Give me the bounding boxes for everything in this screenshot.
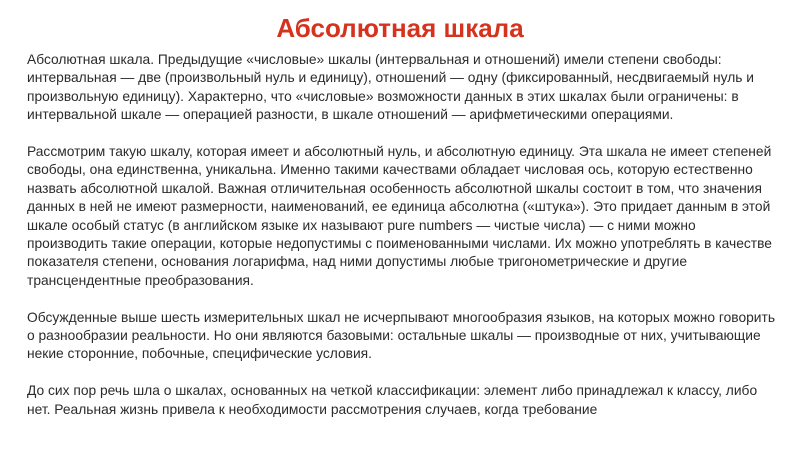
slide-body	[27, 51, 777, 437]
paragraph-fuzzy-classification: До сих пор речь шла о шкалах, основанных на четкой классификации: элемент либо принадлежал к классу, либо нет. Реальная жизнь привела к необходимости рассмотрения случаев, когда требование	[27, 383, 758, 417]
slide-title: Абсолютная шкала	[276, 13, 524, 43]
paragraph-base-scales: Обсужденные выше шесть измерительных шкал не исчерпывают многообразия языков, на которых можно говорить о разнообразии реальности. Но они являются базовыми: остальные шкалы — производные от них, учитывающие некие сторонние, побочные, специфические условия.	[27, 309, 776, 362]
paragraph-absolute-scale-properties: Рассмотрим такую шкалу, которая имеет и абсолютный нуль, и абсолютную единицу. Эта шкала не имеет степеней свободы, она единственна, уникальна. Именно такими качествами обладает числовая ось, которую естественно назвать абсолютной шкалой. Важная отличительная особенность абсолютной шкалы состоит в том, что значения данных в ней не имеют размерности, наименований, ее единица абсолютна («штука»). Это придает данным в этой шкале особый статус (в английском языке их называют pure numbers — чистые числа) — с ними можно производить такие операции, которые недопустимы с поименованными числами. Их можно употреблять в качестве показателя степени, основания логарифма, над ними допустимы любые тригонометрические и другие трансцендентные преобразования.	[27, 144, 772, 288]
paragraph-absolute-scale-intro: Абсолютная шкала. Предыдущие «числовые» шкалы (интервальная и отношений) имели степени свободы: интервальная — две (произвольный нуль и единицу), отношений — одну (фиксированный, несдвигаемый нуль и произвольную единицу). Характерно, что «числовые» возможности данных в этих шкалах были ограничены: в интервальной шкале — операцией разности, в шкале отношений — арифметическими операциями.	[27, 52, 754, 123]
